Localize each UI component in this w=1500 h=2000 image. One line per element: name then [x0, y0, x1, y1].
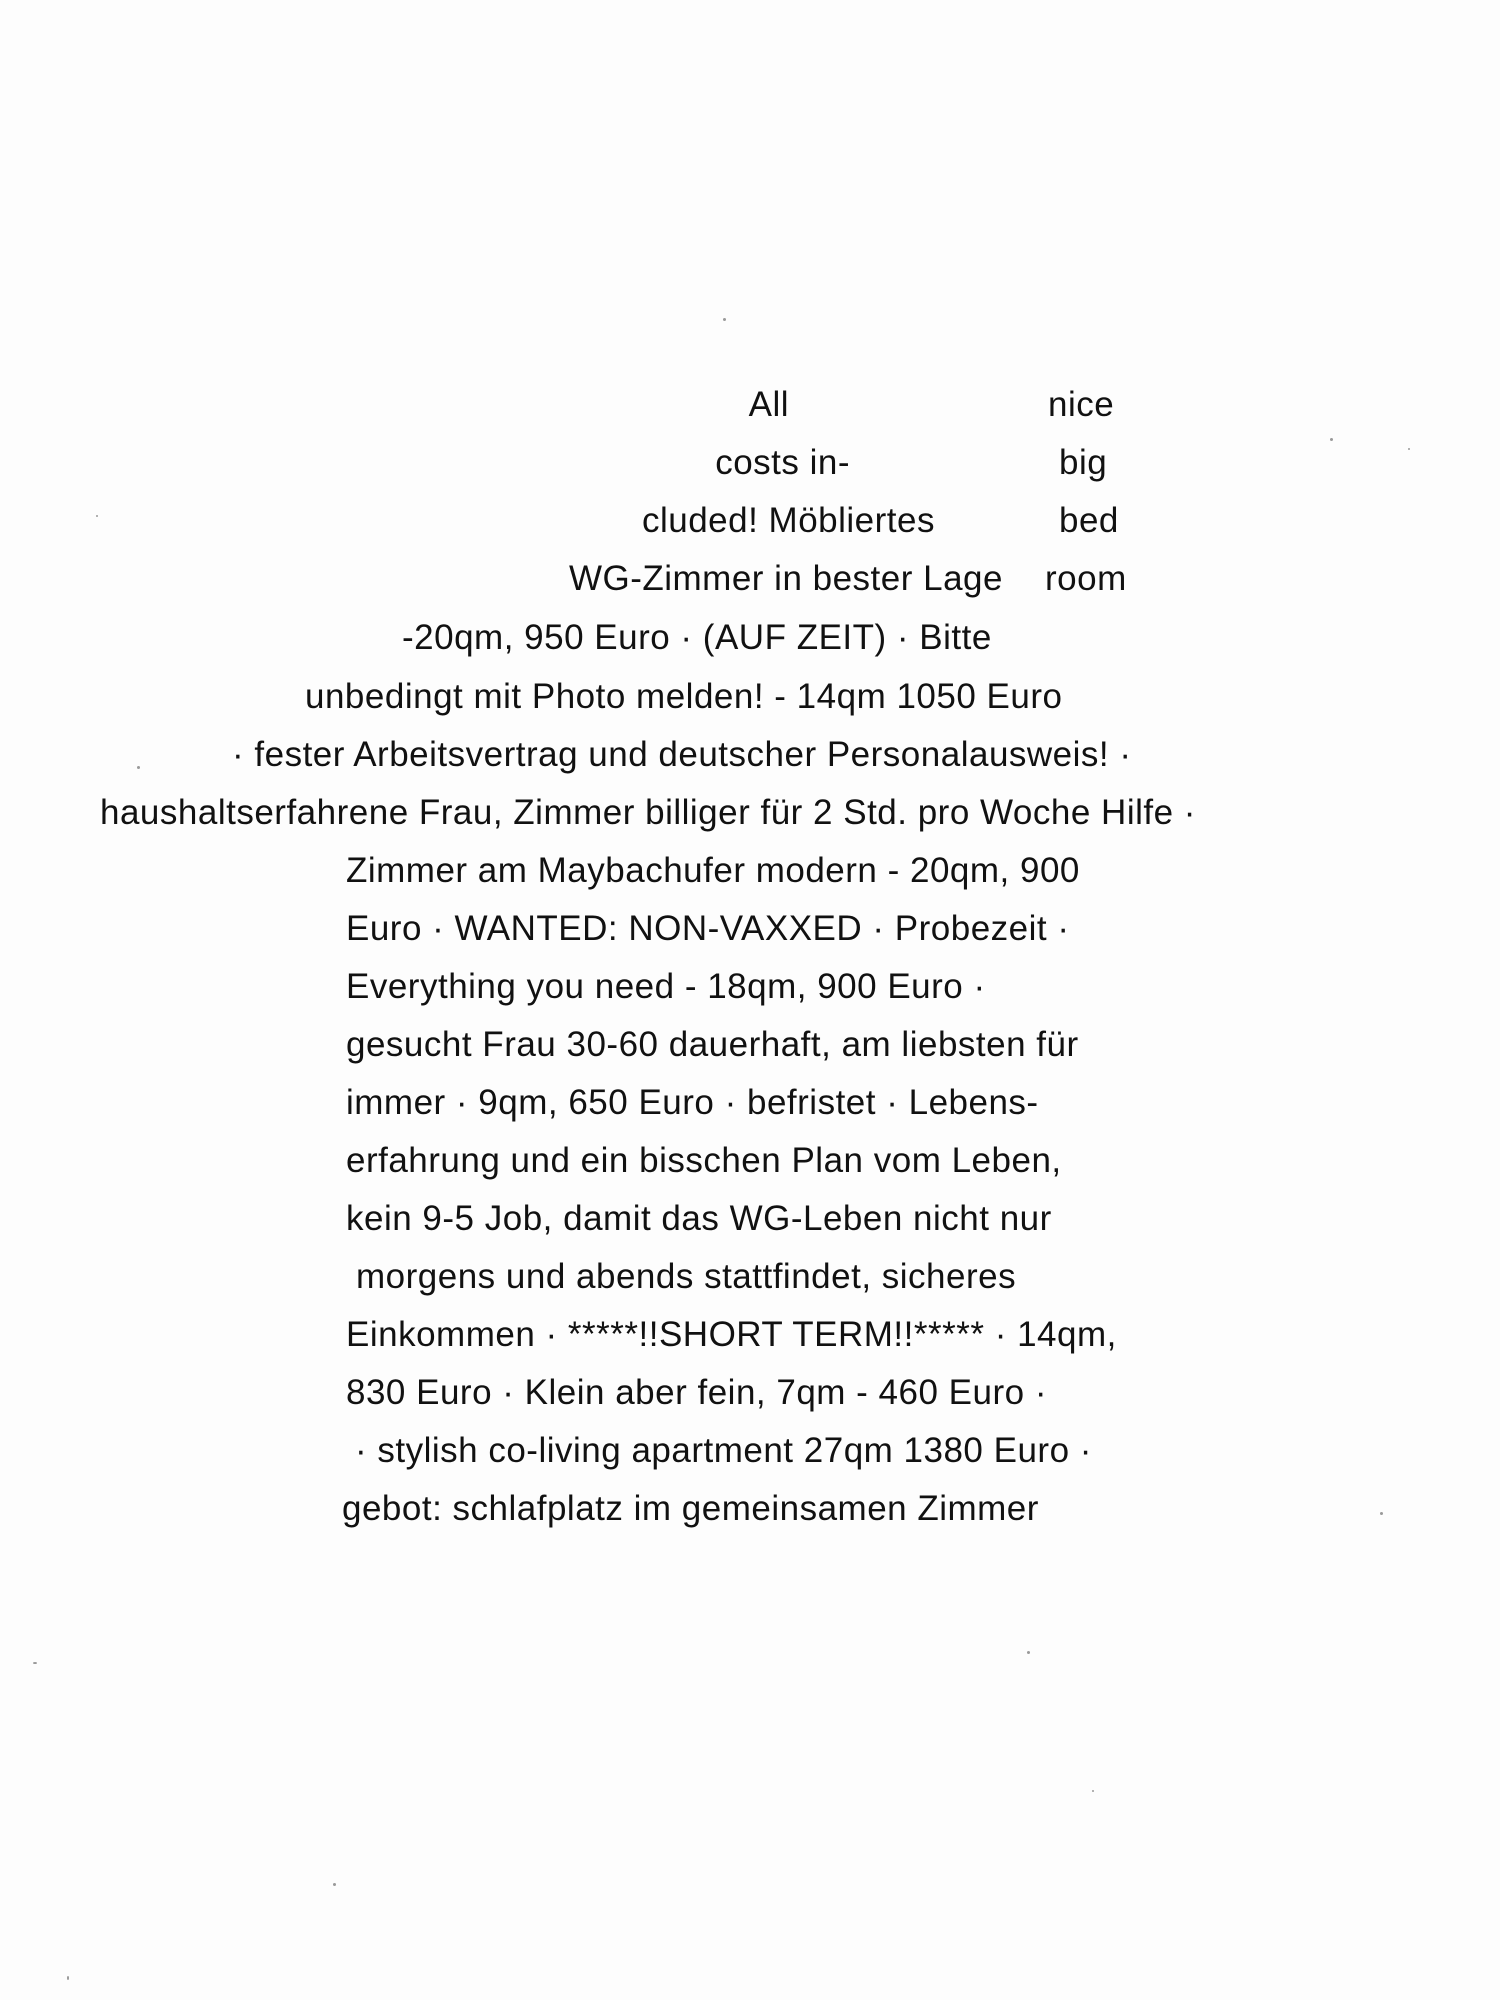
- poster-line: gesucht Frau 30-60 dauerhaft, am liebsten für: [346, 1025, 1079, 1064]
- paper-speck: [1408, 448, 1410, 450]
- poster-line: nice: [1048, 385, 1115, 424]
- poster-line: Einkommen · *****!!SHORT TERM!!***** · 14qm,: [346, 1315, 1117, 1354]
- poster-line: · fester Arbeitsvertrag und deutscher Personalausweis! ·: [232, 735, 1132, 774]
- poster-line: Euro · WANTED: NON-VAXXED · Probezeit ·: [346, 909, 1070, 948]
- paper-speck: [723, 318, 726, 321]
- poster-line: cluded! Möbliertes: [641, 501, 935, 540]
- poster-line: WG-Zimmer in bester Lage: [568, 559, 1003, 598]
- poster-line: morgens und abends stattfindet, sicheres: [356, 1257, 1017, 1296]
- poster-line: immer · 9qm, 650 Euro · befristet · Lebens-: [346, 1083, 1039, 1122]
- paper-speck: [1027, 1651, 1030, 1654]
- poster-line: big: [1059, 443, 1108, 482]
- paper-speck: [96, 515, 98, 517]
- poster-line: haushaltserfahrene Frau, Zimmer billiger für 2 Std. pro Woche Hilfe ·: [100, 793, 1196, 832]
- poster-line: gebot: schlafplatz im gemeinsamen Zimmer: [342, 1489, 1039, 1528]
- poster-line: 830 Euro · Klein aber fein, 7qm - 460 Euro ·: [346, 1373, 1047, 1412]
- paper-speck: [33, 1662, 37, 1664]
- paper-speck: [1330, 438, 1333, 441]
- poster-line: Everything you need - 18qm, 900 Euro ·: [346, 967, 986, 1006]
- poster-line: erfahrung und ein bisschen Plan vom Leben,: [346, 1141, 1062, 1180]
- paper-speck: [137, 766, 140, 769]
- poster-line: room: [1045, 559, 1127, 598]
- paper-speck: [1380, 1512, 1383, 1515]
- poster-line: All: [748, 385, 789, 424]
- poster-line: costs in-: [715, 443, 850, 482]
- paper-speck: [333, 1883, 336, 1886]
- poster-line: kein 9-5 Job, damit das WG-Leben nicht nur: [346, 1199, 1052, 1238]
- poster-line: Zimmer am Maybachufer modern - 20qm, 900: [346, 851, 1080, 890]
- poster-line: -20qm, 950 Euro · (AUF ZEIT) · Bitte: [402, 618, 992, 657]
- poster-line: unbedingt mit Photo melden! - 14qm 1050 Euro: [305, 677, 1063, 716]
- poster-line: · stylish co-living apartment 27qm 1380 Euro ·: [355, 1431, 1092, 1470]
- poster-line: bed: [1059, 501, 1119, 540]
- paper-speck: [1092, 1790, 1094, 1792]
- paper-speck: [67, 1976, 69, 1980]
